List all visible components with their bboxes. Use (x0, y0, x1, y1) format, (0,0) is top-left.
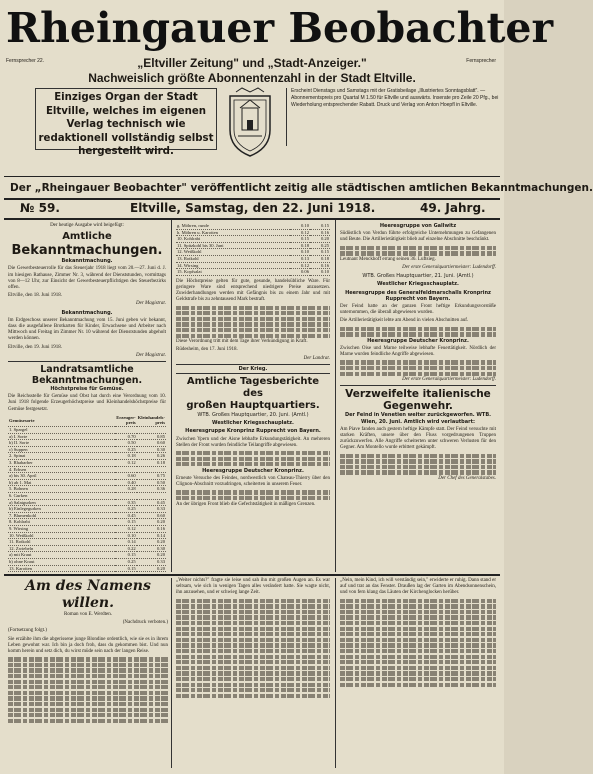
article-body: Die Höchstpreise gelten für gute, gesunde, handelsübliche Ware. Für geringere Ware sind entsprechend niedrigere Preise anzusetzen. Zuwiderhandlungen werden mit Gefängnis bis zu einem Jahr und mit Geldstrafe bis zu zehntausend Mark bestraft. (176, 278, 330, 303)
report-body: Der Feind hatte an der ganzen Front heftige Erkundungsvorstöße unternommen, die überall abgewiesen wurden. (340, 304, 496, 316)
serial-body: „Weiter nichts?" fragte sie leise und sah ihn mit großen Augen an. Es war seltsam, wie sich in wenigen Tagen alles verändert hatte. Sie wagte nicht, ihn anzusehen, und er schwieg lange Zeit. (176, 578, 330, 596)
rule (4, 574, 500, 576)
coat-of-arms-icon (222, 86, 278, 160)
article-subheading: Der Feind in Venetien weiter zurückgeworfen. WTB. Wien, 20. Juni. Amtlich wird verlautbart: (344, 412, 492, 425)
table-cell (115, 427, 136, 434)
table-row (176, 269, 330, 276)
table-cell: 0.18 (310, 255, 330, 262)
table-cell: 0.25 (115, 558, 136, 565)
illegible-text (340, 610, 496, 614)
illegible-text (340, 649, 496, 653)
illegible-text (340, 655, 496, 659)
rule (4, 176, 500, 177)
serial-author: Roman von E. Werdten. (64, 612, 112, 617)
table-cell: 15. Kopfsalat (176, 269, 290, 276)
army-group-heading: Heeresgruppe von Gallwitz (379, 223, 457, 229)
table-row (8, 552, 166, 559)
phone-right: Fernsprecher (466, 58, 496, 64)
table-row (8, 539, 166, 546)
table-header-cell: Kleinhandels-preis (137, 414, 165, 426)
article-dateline: Eltville, den 19. Juni 1918. (8, 344, 63, 350)
illegible-text (176, 317, 330, 321)
table-cell: 0.15 (115, 552, 136, 559)
table-cell: 0.15 (115, 519, 136, 526)
illegible-text (176, 334, 330, 338)
illegible-text (176, 311, 330, 315)
table-cell: 0.45 (115, 512, 136, 519)
table-row (8, 460, 166, 467)
table-cell: h. Möhren u. Karotten (176, 229, 290, 236)
table-cell: b) ab 1. Mai (8, 479, 115, 486)
report-body: Erneute Versuche des Feindes, nordwestlich von Chateau-Thierry über den Clignon-Abschnitt vorzudringen, scheiterten in unserem Feuer. (176, 475, 330, 488)
table-cell: 0.10 (310, 269, 330, 276)
report-dateline: WTB. Großes Hauptquartier, 20. Juni. (Amtl.) (197, 411, 309, 418)
illegible-text (176, 694, 330, 698)
report-body: Zwischen Ypern und der Aisne lebhafte Erkundungstätigkeit. An mehreren Stellen der Front wurden feindliche Teilangriffe abgewiesen. (176, 436, 330, 448)
illegible-text (340, 666, 496, 670)
column-divider (171, 220, 172, 572)
table-cell: 0.12 (115, 525, 136, 532)
table-cell: 0.18 (137, 460, 166, 467)
illegible-text (340, 366, 496, 370)
serial-continued: (Fortsetzung folgt.) (8, 628, 47, 634)
column-2 (176, 223, 330, 571)
table-cell: 0.33 (137, 558, 166, 565)
table-cell: 0.20 (137, 552, 166, 559)
table-cell: 0.12 (290, 262, 310, 269)
report-signer: Der erste Generalquartiermeister: Ludendorff. (402, 377, 496, 383)
illegible-text (176, 322, 330, 326)
article-signer: Der Landrat. (303, 355, 330, 361)
table-row (8, 473, 166, 480)
column-divider (335, 220, 336, 572)
illegible-text (8, 696, 168, 700)
table-cell: 0.70 (115, 433, 136, 440)
table-cell: a) bis 30. April (8, 473, 115, 480)
illegible-text (8, 657, 168, 661)
section-heading: Amtliche (62, 231, 112, 243)
illegible-text (340, 638, 496, 642)
illegible-text (8, 685, 168, 689)
table-cell: 14. Wirsing (176, 262, 290, 269)
illegible-text (176, 604, 330, 608)
illegible-text (176, 660, 330, 664)
article-signer: Der Chef des Generalstabes. (438, 476, 496, 481)
table-cell: 0.50 (137, 479, 166, 486)
illegible-text (340, 643, 496, 647)
article-body: Im Erdgeschoss unserer Bekanntmachung vom 15. Juni geben wir bekannt, dass die ausgefallene Brotkarten für Kinder, Erwachsene und Arbeiter nach Mittwoch und Freitag im Zimmer Nr. 10 während der Dienststunden abgeholt werden können. (8, 317, 166, 342)
table-row (8, 545, 166, 552)
table-row (8, 466, 166, 473)
table-cell: 0.22 (115, 545, 136, 552)
table-row (8, 499, 166, 506)
illegible-text (340, 360, 496, 364)
table-cell (137, 427, 166, 434)
section-heading: großen Hauptquartiers. (186, 399, 320, 411)
article-body: Diese Verordnung tritt mit dem Tage ihrer Verkündigung in Kraft. (176, 339, 308, 345)
table-cell: 13. Karotten (8, 565, 115, 572)
table-cell (115, 492, 136, 499)
rule (340, 385, 496, 386)
table-cell: 0.33 (137, 506, 166, 513)
illegible-text (340, 332, 496, 336)
army-group-heading: Heeresgruppe Deutscher Kronprinz. (202, 467, 304, 474)
price-table-continued (176, 223, 330, 276)
section-heading: Amtliche Tagesberichte des (186, 375, 320, 399)
illegible-text (176, 677, 330, 681)
table-cell: 7. Blumenkohl (8, 512, 115, 519)
rule (4, 198, 500, 200)
army-group-heading: Heeresgruppe Deutscher Kronprinz. (367, 337, 469, 344)
table-row (8, 486, 166, 493)
illegible-text (340, 677, 496, 681)
illegible-text (176, 643, 330, 647)
table-cell: 2. Spinat (8, 453, 115, 460)
table-cell: 0.40 (115, 479, 136, 486)
table-row (176, 255, 330, 262)
table-header-cell: Gemüsesorte (8, 415, 115, 427)
table-cell: 0.15 (290, 236, 310, 243)
feuilleton-column-1 (8, 578, 168, 768)
table-cell: 5. Bohnen (8, 486, 115, 493)
article-dateline: Rüdesheim, den 17. Juni 1918. (176, 347, 238, 353)
serial-title: Am des Namens willen. (25, 578, 151, 611)
table-row (8, 479, 166, 486)
illegible-text (340, 459, 496, 463)
table-cell: 0.20 (137, 565, 166, 572)
report-signer: Der erste Generalquartiermeister: Ludendorff. (402, 265, 496, 270)
table-cell: 0.18 (290, 242, 310, 249)
table-row (8, 427, 166, 434)
issue-date: Eltville, Samstag, den 22. Juni 1918. (130, 201, 376, 215)
table-row (176, 242, 330, 249)
illegible-text (176, 683, 330, 687)
table-cell: 0.15 (310, 223, 330, 229)
table-cell: 0.30 (137, 446, 166, 453)
rule (8, 361, 166, 362)
table-row (8, 492, 166, 499)
column-divider (171, 578, 172, 768)
illegible-text (340, 671, 496, 675)
newspaper-subtitle: „Eltviller Zeitung" und „Stadt-Anzeiger." (137, 56, 367, 70)
illegible-text (8, 680, 168, 684)
table-row (8, 453, 166, 460)
illegible-text (340, 621, 496, 625)
table-body (176, 223, 330, 275)
illegible-text (340, 632, 496, 636)
table-cell: 0.50 (115, 440, 136, 447)
table-cell: 11. Spitzkohl bis 30. Juni (176, 242, 290, 249)
illegible-text (176, 666, 330, 670)
organ-box: Einziges Organ der Stadt Eltville, welches im eigenen Verlag technisch wie redaktionell vollständig selbst hergestellt wird. (35, 88, 217, 150)
serial-note: (Nachdruck verboten.) (122, 620, 168, 626)
report-body: Die Artillerietätigkeit lebte am Abend in vielen Abschnitten auf. (340, 318, 469, 324)
table-row (8, 433, 166, 440)
illegible-text (8, 713, 168, 717)
illegible-text (176, 632, 330, 636)
table-cell: 0.35 (115, 499, 136, 506)
table-cell: 0.26 (137, 453, 166, 460)
table-row (8, 565, 166, 572)
illegible-text (176, 496, 330, 500)
serial-body: „Nein, mein Kind, ich will verständig sein," erwiderte er ruhig. Dann stand er auf und trat an das Fenster. Draußen lag der Garten im Abendsonnenschein, und von fern klang das Läuten der Kirchenglocken herüber. (340, 578, 496, 596)
table-cell: 0.60 (137, 440, 166, 447)
table-cell: 0.13 (290, 255, 310, 262)
table-cell: 0.15 (310, 249, 330, 256)
illegible-text (176, 615, 330, 619)
illegible-text (340, 454, 496, 458)
table-cell: 0.10 (290, 223, 310, 229)
front-heading: Westlicher Kriegsschauplatz. (212, 420, 294, 427)
table-cell: 0.20 (137, 519, 166, 526)
slogan: Der „Rheingauer Beobachter" veröffentlicht zeitig alle städtischen amtlichen Bekanntmachungen. (10, 182, 593, 194)
newspaper-title: Rheingauer Beobachter (6, 4, 554, 52)
illegible-text (176, 462, 330, 466)
table-cell: a) mit Kraut (8, 552, 115, 559)
volume-label: 49. Jahrg. (420, 201, 486, 215)
table-cell: b) II. Sorte (8, 440, 115, 447)
article-body: Die Gewerbesteuerrolle für das Steuerjahr 1918 liegt vom 20.—27. Juni d. J. im hiesigen Rathause, Zimmer Nr. 3, während der Dienststunden, vormittags von 8—12 Uhr, zur Einsicht der Gewerbesteuerpflichtigen des Steuerbezirks offen. (8, 266, 166, 291)
table-cell: 3. Rhabarber (8, 460, 115, 467)
price-table (8, 415, 166, 572)
article-signer: Der Magistrat. (136, 301, 166, 307)
table-cell: 0.18 (115, 453, 136, 460)
illegible-text (8, 691, 168, 695)
table-cell: 0.30 (137, 545, 166, 552)
table-cell (115, 466, 136, 473)
article-body: Die Reichsstelle für Gemüse und Obst hat durch eine Verordnung vom 10. Juni 1918 folgende Erzeugerhöchstpreise und Kleinhandelshöchstpreise für Gemüse festgesetzt. (8, 394, 166, 412)
table-cell: 0.20 (310, 236, 330, 243)
table-cell: 0.12 (115, 460, 136, 467)
newspaper-tagline: Nachweislich größte Abonnentenzahl in der Stadt Eltville. (88, 71, 416, 85)
table-cell: 0.20 (137, 539, 166, 546)
table-cell: 8. Kohlrabi (8, 519, 115, 526)
article-body: Am Piave fanden auch gestern heftige Kämpfe statt. Der Feind versuchte mit starken Kräften, unsere über den Fluss vorgedrungenen Truppen zurückzuwerfen. Alle Angriffe scheiterten unter schweren Verlusten für den Gegner. Am Montello wurde erbittert gekämpft. (340, 426, 496, 451)
report-dateline: WTB. Großes Hauptquartier, 21. Juni. (Amtl.) (362, 273, 474, 280)
illegible-text (176, 627, 330, 631)
illegible-text (176, 610, 330, 614)
table-cell: b) Einlegegurken (8, 506, 115, 513)
illegible-text (8, 702, 168, 706)
table-cell: 12. Zwiebeln (8, 545, 115, 552)
table-header (8, 415, 166, 427)
table-cell (137, 466, 166, 473)
illegible-text (176, 490, 330, 494)
article-heading: Bekanntmachung. (61, 309, 113, 316)
section-rule-heading: Der Krieg. (176, 364, 330, 374)
table-row (176, 229, 330, 236)
illegible-text (340, 251, 496, 255)
illegible-text (8, 708, 168, 712)
issue-number: № 59. (20, 201, 60, 215)
illegible-text (176, 328, 330, 332)
illegible-text (340, 372, 496, 376)
table-cell: 0.75 (137, 473, 166, 480)
illegible-text (176, 649, 330, 653)
table-cell (137, 492, 166, 499)
table-cell: 0.14 (115, 539, 136, 546)
table-cell: 0.16 (310, 229, 330, 236)
serial-body: Sie erzählte ihm die abgerissene junge Blondine ordentlich, wie sie es in ihrem Leben gewohnt war. Ich bin ja doch froh, dass du gekommen bist. Und nun komm herein und setz dich, du wirst müde sein nach der langen Reise. (8, 636, 168, 655)
report-body: Leutnant Menckhoff errang seinen 36. Luftsieg. (340, 256, 436, 262)
table-cell: 9. Wirsing (8, 525, 115, 532)
illegible-text (176, 638, 330, 642)
table-row (8, 506, 166, 513)
table-cell: g. Möhren, runde (176, 223, 290, 229)
table-cell: 0.10 (115, 532, 136, 539)
table-row (8, 519, 166, 526)
subscription-info: Erscheint Dienstags und Samstags mit der Gratisbeilage „Illustriertes Sonntagsblatt". — Abonnementspreis pro Quartal M 1.50 für Eltville und auswärts. Inserate pro Zeile 20 Pfg., bei Wiederholung entsprechender Rabatt. Druck und Verlag von Anton Hoepfl in Eltville. (286, 88, 499, 146)
illegible-text (8, 674, 168, 678)
table-cell: 10. Weißkohl (8, 532, 115, 539)
table-cell: a) Salatgurken (8, 499, 115, 506)
illegible-text (176, 671, 330, 675)
table-row (8, 525, 166, 532)
front-heading: Westlicher Kriegsschauplatz. (377, 281, 459, 288)
section-heading: Bekanntmachungen. (11, 243, 163, 259)
table-row (8, 532, 166, 539)
table-row (8, 512, 166, 519)
table-cell: 0.12 (290, 229, 310, 236)
table-row (8, 446, 166, 453)
army-group-heading: Heeresgruppe Kronprinz Rupprecht von Bayern. (185, 428, 321, 435)
table-cell: 4. Erbsen (8, 466, 115, 473)
table-cell: 6. Gurken (8, 492, 115, 499)
table-cell: 0.60 (137, 512, 166, 519)
illegible-text (340, 627, 496, 631)
illegible-text (340, 615, 496, 619)
illegible-text (176, 688, 330, 692)
table-cell: 0.36 (137, 486, 166, 493)
feuilleton-column-3 (340, 578, 496, 768)
table-cell: 0.16 (137, 525, 166, 532)
column-intro: Der heutige Ausgabe wird beigefügt: (50, 223, 124, 228)
report-body: Zwischen Oise und Marne teilweise lebhafte Feuertätigkeit. Nördlich der Marne wurden feindliche Angriffe abgewiesen. (340, 346, 496, 358)
illegible-text (176, 306, 330, 310)
column-1 (8, 223, 166, 571)
table-cell: 0.45 (137, 499, 166, 506)
table-cell: 0.14 (137, 532, 166, 539)
table-cell: 0.25 (115, 506, 136, 513)
table-cell: 10. Kohlrabi (176, 236, 290, 243)
illegible-text (340, 683, 496, 687)
table-cell: c) Suppen (8, 446, 115, 453)
phone-left: Fernsprecher 22. (6, 58, 45, 64)
table-cell: 11. Rotkohl (8, 539, 115, 546)
illegible-text (340, 470, 496, 474)
table-cell: 0.06 (290, 269, 310, 276)
illegible-text (8, 668, 168, 672)
table-row (176, 236, 330, 243)
section-heading: Landratsamtliche Bekanntmachungen. (31, 364, 143, 387)
table-cell: a) I. Sorte (8, 433, 115, 440)
illegible-text (8, 663, 168, 667)
illegible-text (176, 655, 330, 659)
army-group-heading: Heeresgruppe des Generalfeldmarschalls Kronprinz Rupprecht von Bayern. (345, 289, 491, 302)
article-signer: Der Magistrat. (136, 352, 166, 358)
table-cell: 0.16 (310, 262, 330, 269)
illegible-text (176, 457, 330, 461)
report-body: An der übrigen Front blieb die Gefechtstätigkeit in mäßigen Grenzen. (176, 501, 316, 507)
article-heading: Höchstpreise für Gemüse. (50, 386, 124, 393)
section-heading: Verzweifelte italienische Gegenwehr. (345, 388, 491, 413)
illegible-text (176, 621, 330, 625)
table-body (8, 427, 166, 572)
table-row (8, 558, 166, 565)
table-cell: 0.85 (137, 433, 166, 440)
illegible-text (340, 465, 496, 469)
table-cell: b) ohne Kraut (8, 558, 115, 565)
article-dateline: Eltville, den 18. Juni 1918. (8, 293, 63, 299)
feuilleton-column-2 (176, 578, 330, 768)
table-cell: 0.15 (115, 565, 136, 572)
table-cell: 0.60 (115, 473, 136, 480)
illegible-text (340, 604, 496, 608)
illegible-text (340, 599, 496, 603)
illegible-text (176, 451, 330, 455)
table-cell: 12. Weißkohl (176, 249, 290, 256)
table-cell: 13. Rotkohl (176, 255, 290, 262)
rule (4, 218, 500, 220)
table-row (8, 440, 166, 447)
illegible-text (8, 719, 168, 723)
illegible-text (176, 599, 330, 603)
column-divider (335, 578, 336, 768)
illegible-text (340, 327, 496, 331)
table-cell: 0.10 (290, 249, 310, 256)
table-cell: 0.28 (115, 486, 136, 493)
column-3 (340, 223, 496, 571)
table-cell: 0.25 (115, 446, 136, 453)
report-body: Südöstlich von Verdun führte erfolgreiche Unternehmungen zu Gefangenen und Beute. Die Artillerietätigkeit blieb auf einzelne Abschnitte beschränkt. (340, 231, 496, 243)
illegible-text (340, 246, 496, 250)
table-row (176, 249, 330, 256)
table-row (176, 262, 330, 269)
illegible-text (340, 660, 496, 664)
table-header-cell: Erzeuger-preis (116, 414, 136, 426)
article-heading: Bekanntmachung. (61, 258, 113, 265)
table-cell: 0.25 (310, 242, 330, 249)
table-cell: 1. Spargel (8, 427, 115, 434)
